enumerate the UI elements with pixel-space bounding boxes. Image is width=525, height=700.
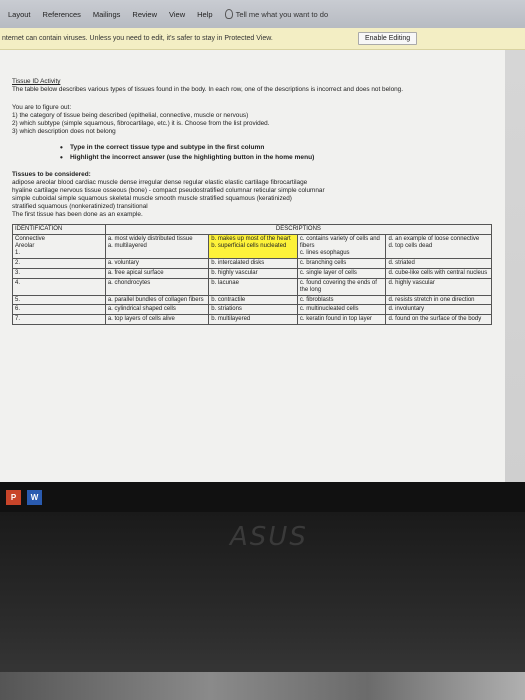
tissues-row: adipose areolar blood cardiac muscle dense irregular dense regular elastic elastic cartilage fibrocartilage	[12, 179, 308, 187]
table-cell[interactable]: 7.	[13, 315, 106, 325]
intro-text: The table below describes various types of tissues found in the body. In each row, one of the descriptions is incorrect and does not belong.	[12, 86, 404, 93]
table-cell[interactable]: c. contains variety of cells and fibers c. lines esophagus	[297, 235, 386, 259]
tab-review[interactable]: Review	[132, 9, 157, 19]
table-cell[interactable]: c. single layer of cells	[297, 268, 386, 278]
taskbar	[0, 482, 525, 512]
tab-view[interactable]: View	[169, 9, 186, 19]
table-row	[13, 268, 492, 278]
table-cell[interactable]: b. contractile	[209, 295, 298, 305]
table-cell[interactable]: c. found covering the ends of the long	[297, 278, 386, 295]
document-title: Tissue ID Activity	[12, 78, 61, 85]
table-cell[interactable]: 4.	[13, 278, 106, 295]
table-cell[interactable]: b. highly vascular	[209, 268, 298, 278]
table-row	[13, 305, 492, 315]
tissues-row: simple cuboidal simple squamous skeletal muscle smooth muscle stratified squamous (keratinized)	[12, 195, 292, 203]
figure-out-item: 2) which subtype (simple squamous, fibrocartilage, etc.) it is. Choose from the list provided.	[12, 120, 270, 127]
tissues-header: Tissues to be considered:	[12, 171, 91, 179]
table-cell[interactable]: c. fibroblasts	[297, 295, 386, 305]
table-cell[interactable]: Connective Areolar 1.	[13, 235, 106, 259]
table-cell[interactable]: a. chondrocytes	[105, 278, 208, 295]
table-cell[interactable]: a. cylindrical shaped cells	[105, 305, 208, 315]
lightbulb-icon	[225, 9, 233, 19]
table-row	[13, 295, 492, 305]
asus-logo: ASUS	[230, 522, 308, 552]
bullet-item: • Type in the correct tissue type and subtype in the first column	[60, 144, 505, 152]
table-cell[interactable]: d. found on the surface of the body	[386, 315, 492, 325]
figure-out-label: You are to figure out:	[12, 104, 72, 111]
example-note: The first tissue has been done as an example.	[12, 211, 143, 219]
table-header-descriptions: DESCRIPTIONS	[105, 225, 491, 235]
document-page	[0, 50, 505, 482]
table-row	[13, 278, 492, 295]
tab-layout[interactable]: Layout	[8, 9, 31, 19]
table-header-identification: IDENTIFICATION	[13, 225, 106, 235]
table-cell[interactable]: b. multilayered	[209, 315, 298, 325]
table-cell[interactable]: a. top layers of cells alive	[105, 315, 208, 325]
tissues-row: hyaline cartilage nervous tissue osseous (bone) - compact pseudostratified columnar reticular simple columnar	[12, 187, 325, 195]
table-cell[interactable]: d. an example of loose connective d. top cells dead	[386, 235, 492, 259]
table-cell[interactable]: d. resists stretch in one direction	[386, 295, 492, 305]
table-cell[interactable]: c. multinucleated cells	[297, 305, 386, 315]
tell-me-label: Tell me what you want to do	[235, 9, 329, 19]
tell-me-search[interactable]	[219, 9, 335, 19]
powerpoint-icon[interactable]: P	[6, 490, 21, 505]
table-header-row	[13, 225, 492, 235]
table-cell[interactable]: 6.	[13, 305, 106, 315]
table-cell[interactable]: a. most widely distributed tissue a. multilayered	[105, 235, 208, 259]
table-row	[13, 235, 492, 259]
table-cell[interactable]: a. parallel bundles of collagen fibers	[105, 295, 208, 305]
table-cell[interactable]: b. lacunae	[209, 278, 298, 295]
tissues-list	[12, 171, 505, 211]
table-cell[interactable]: a. voluntary	[105, 259, 208, 269]
table-cell[interactable]: d. cube-like cells with central nucleus	[386, 268, 492, 278]
table-cell[interactable]: 3.	[13, 268, 106, 278]
protected-view-bar	[0, 28, 525, 50]
table-cell[interactable]: d. involuntary	[386, 305, 492, 315]
table-cell[interactable]: 2.	[13, 259, 106, 269]
table-cell[interactable]: b. makes up most of the heart b. superficial cells nucleated	[209, 235, 298, 259]
table-cell[interactable]: c. keratin found in top layer	[297, 315, 386, 325]
table-cell[interactable]: b. intercalated disks	[209, 259, 298, 269]
word-icon[interactable]: W	[27, 490, 42, 505]
table-cell[interactable]: d. highly vascular	[386, 278, 492, 295]
keyboard-edge	[0, 672, 525, 700]
figure-out-item: 3) which description does not belong	[12, 128, 116, 135]
tab-help[interactable]: Help	[197, 9, 213, 19]
enable-editing-button[interactable]: Enable Editing	[358, 32, 417, 45]
tab-mailings[interactable]: Mailings	[92, 9, 121, 19]
tissue-table	[12, 224, 492, 325]
tissues-row: stratified squamous (nonkeratinized) transitional	[12, 203, 148, 211]
table-cell[interactable]: c. branching cells	[297, 259, 386, 269]
tab-references[interactable]: References	[42, 9, 81, 19]
instructions	[12, 104, 505, 136]
table-cell[interactable]: 5.	[13, 295, 106, 305]
table-row	[13, 259, 492, 269]
table-row	[13, 315, 492, 325]
document-area	[0, 50, 525, 482]
protected-view-message: nternet can contain viruses. Unless you need to edit, it's safer to stay in Protected View.	[2, 35, 273, 42]
figure-out-item: 1) the category of tissue being described (epithelial, connective, muscle or nervous)	[12, 112, 249, 119]
ribbon	[0, 0, 525, 28]
table-cell[interactable]: b. striations	[209, 305, 298, 315]
table-cell[interactable]: d. striated	[386, 259, 492, 269]
task-bullets	[60, 144, 505, 162]
bullet-item: • Highlight the incorrect answer (use the highlighting button in the home menu)	[60, 154, 505, 162]
table-cell[interactable]: a. free apical surface	[105, 268, 208, 278]
